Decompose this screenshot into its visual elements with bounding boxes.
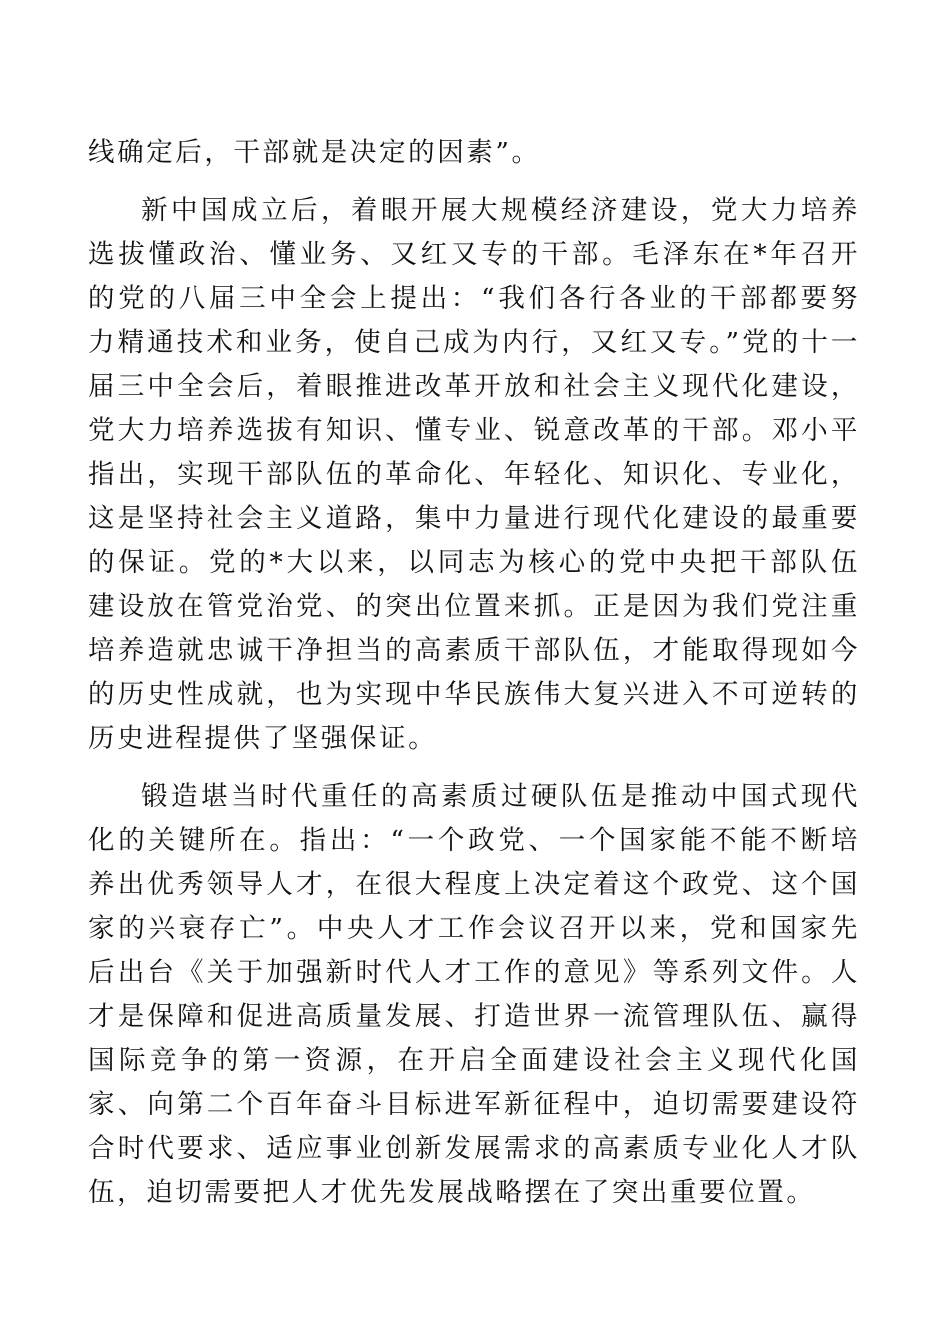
paragraph-high-quality-team: 锻造堪当时代重任的高素质过硬队伍是推动中国式现代化的关键所在。指出：“一个政党、一个国家能不能不断培养出优秀领导人才，在很大程度上决定着这个政党、这个国家的兴衰存亡”。中央人才工作会议召开以来，党和国家先后出台《关于加强新时代人才工作的意见》等系列文件。人才是保障和促进高质量发展、打造世界一流管理队伍、赢得国际竞争的第一资源，在开启全面建设社会主义现代化国家、向第二个百年奋斗目标进军新征程中，迫切需要建设符合时代要求、适应事业创新发展需求的高素质专业化人才队伍，迫切需要把人才优先发展战略摆在了突出重要位置。 — [88, 781, 860, 1208]
document-body — [88, 131, 860, 1229]
paragraph-new-china-cadres: 新中国成立后，着眼开展大规模经济建设，党大力培养选拔懂政治、懂业务、又红又专的干部。毛泽东在*年召开的党的八届三中全会上提出：“我们各行各业的干部都要努力精通技术和业务，使自己成为内行，又红又专。”党的十一届三中全会后，着眼推进改革开放和社会主义现代化建设，党大力培养选拔有知识、懂专业、锐意改革的干部。邓小平指出，实现干部队伍的革命化、年轻化、知识化、专业化，这是坚持社会主义道路，集中力量进行现代化建设的最重要的保证。党的*大以来，以同志为核心的党中央把干部队伍建设放在管党治党、的突出位置来抓。正是因为我们党注重培养造就忠诚干净担当的高素质干部队伍，才能取得现如今的历史性成就，也为实现中华民族伟大复兴进入不可逆转的历史进程提供了坚强保证。 — [88, 195, 860, 754]
paragraph-continuation: 线确定后，干部就是决定的因素”。 — [88, 137, 541, 168]
